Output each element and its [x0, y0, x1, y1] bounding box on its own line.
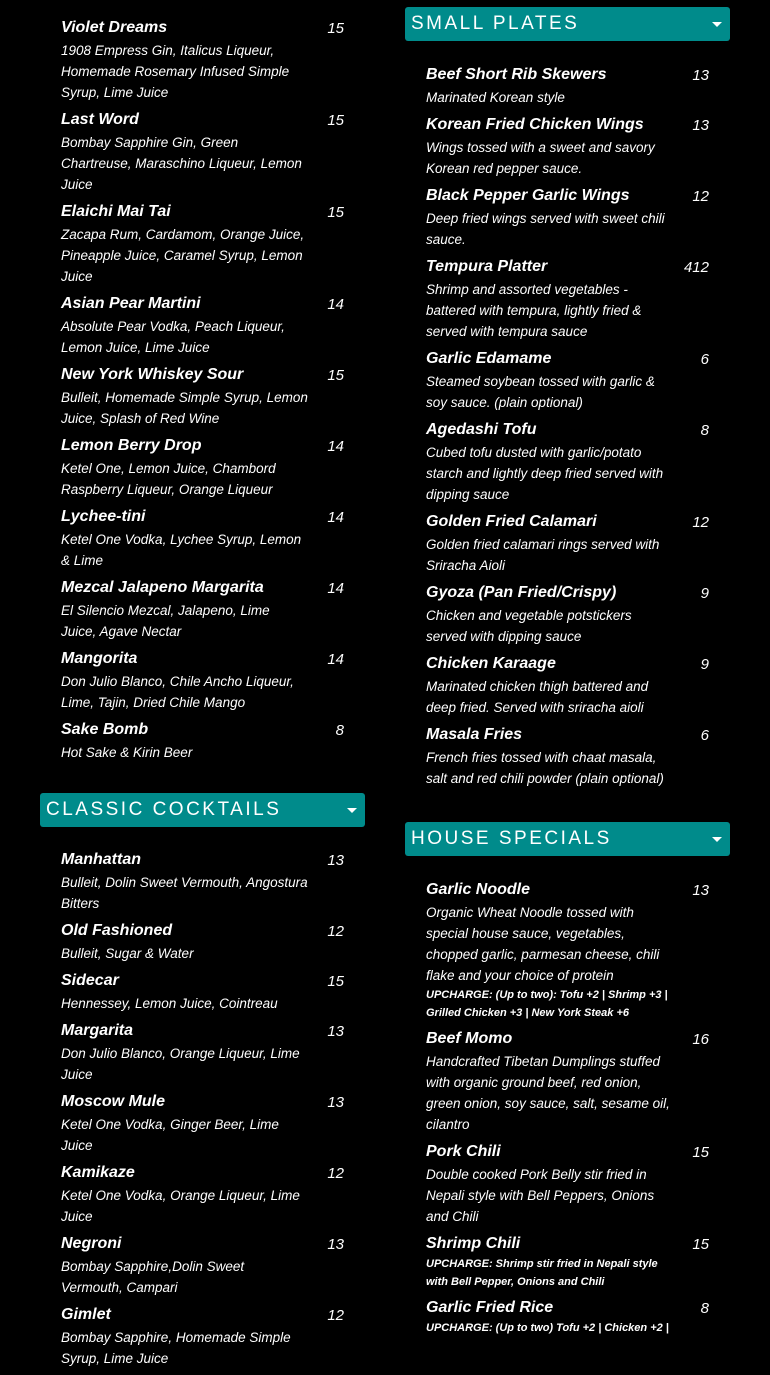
menu-item-price: 14: [327, 438, 344, 455]
menu-item-description: Double cooked Pork Belly stir fried in Nepali style with Bell Peppers, Onions and Chili: [426, 1167, 655, 1224]
menu-item-price: 15: [692, 1144, 709, 1161]
house-specials-list: [405, 856, 730, 1337]
menu-item-price: 13: [692, 117, 709, 134]
menu-item-name: Masala Fries: [426, 726, 523, 743]
menu-item-description: Organic Wheat Noodle tossed with special house sauce, vegetables, chopped garlic, parmesan cheese, chili flake and your choice of protein: [426, 905, 660, 983]
menu-item-price: 14: [327, 509, 344, 526]
menu-item-description: Bombay Sapphire Gin, Green Chartreuse, Maraschino Liqueur, Lemon Juice: [61, 135, 302, 192]
menu-item-upcharge: UPCHARGE: Shrimp stir fried in Nepali style with Bell Pepper, Onions and Chili: [426, 1258, 658, 1288]
menu-item-price: 14: [327, 651, 344, 668]
menu-item: [61, 109, 344, 195]
menu-item-price: 12: [327, 1307, 344, 1324]
menu-item: [61, 293, 344, 358]
menu-item-description: Ketel One Vodka, Lychee Syrup, Lemon & Lime: [61, 532, 302, 568]
small-plates-list: [405, 41, 730, 789]
menu-item-description: Wings tossed with a sweet and savory Korean red pepper sauce.: [426, 140, 655, 176]
menu-item-price: 13: [692, 67, 709, 84]
menu-item-name: New York Whiskey Sour: [61, 366, 244, 383]
menu-item: [61, 920, 344, 964]
menu-item-name: Garlic Fried Rice: [426, 1299, 554, 1316]
menu-item-price: 15: [327, 973, 344, 990]
menu-item-description: 1908 Empress Gin, Italicus Liqueur, Homemade Rosemary Infused Simple Syrup, Lime Juice: [61, 43, 290, 100]
menu-item-name: Beef Short Rib Skewers: [426, 66, 607, 83]
caret-down-icon[interactable]: [712, 837, 722, 842]
menu-item-name: Shrimp Chili: [426, 1235, 521, 1252]
menu-item: [426, 511, 709, 576]
menu-item: [61, 1233, 344, 1298]
menu-item-description: Bulleit, Dolin Sweet Vermouth, Angostura Bitters: [61, 875, 308, 911]
menu-item-upcharge: UPCHARGE: (Up to two): Tofu +2 | Shrimp +3 | Grilled Chicken +3 | New York Steak +6: [426, 989, 668, 1019]
menu-item-price: 412: [683, 259, 709, 276]
menu-item: [61, 970, 344, 1014]
menu-item-description: Bombay Sapphire,Dolin Sweet Vermouth, Campari: [61, 1259, 245, 1295]
house-specials-header[interactable]: [405, 822, 730, 856]
menu-item: [61, 201, 344, 287]
caret-down-icon[interactable]: [347, 808, 357, 813]
menu-item: [426, 1141, 709, 1227]
menu-item-name: Mangorita: [61, 650, 138, 667]
menu-item-name: Lychee-tini: [61, 508, 146, 525]
menu-item: [61, 719, 344, 763]
menu-item-price: 12: [692, 514, 709, 531]
menu-item-description: Hot Sake & Kirin Beer: [61, 745, 193, 760]
menu-item-name: Beef Momo: [426, 1030, 513, 1047]
signature-cocktails-list: [40, 0, 365, 763]
menu-item-description: French fries tossed with chaat masala, salt and red chili powder (plain optional): [426, 750, 664, 786]
menu-item-price: 13: [327, 1236, 344, 1253]
menu-item-name: Manhattan: [61, 851, 141, 868]
classic-cocktails-list: [40, 827, 365, 1369]
menu-item-name: Elaichi Mai Tai: [61, 203, 171, 220]
menu-item-price: 15: [327, 367, 344, 384]
menu-item: [426, 114, 709, 179]
menu-item-name: Kamikaze: [61, 1164, 135, 1181]
menu-item-price: 6: [700, 727, 709, 744]
menu-item-name: Golden Fried Calamari: [426, 513, 597, 530]
menu-item-description: Hennessey, Lemon Juice, Cointreau: [61, 996, 278, 1011]
menu-item-name: Moscow Mule: [61, 1093, 166, 1110]
menu-item-price: 9: [700, 656, 709, 673]
menu-item: [61, 17, 344, 103]
menu-item-description: Chicken and vegetable potstickers served with dipping sauce: [426, 608, 632, 644]
menu-item-name: Mezcal Jalapeno Margarita: [61, 579, 264, 596]
menu-item-price: 8: [700, 1300, 709, 1317]
menu-item-description: Golden fried calamari rings served with Sriracha Aioli: [426, 537, 660, 573]
menu-item-description: Bulleit, Sugar & Water: [61, 946, 194, 961]
menu-item-description: Ketel One Vodka, Orange Liqueur, Lime Juice: [61, 1188, 300, 1224]
menu-item-price: 12: [692, 188, 709, 205]
menu-item: [61, 364, 344, 429]
menu-item-description: Ketel One Vodka, Ginger Beer, Lime Juice: [61, 1117, 279, 1153]
section-title: CLASSIC COCKTAILS: [46, 799, 282, 820]
menu-item: [426, 724, 709, 789]
menu-item-price: 9: [700, 585, 709, 602]
menu-item-description: Steamed soybean tossed with garlic & soy sauce. (plain optional): [426, 374, 655, 410]
menu-item-upcharge: UPCHARGE: (Up to two) Tofu +2 | Chicken +2 |: [426, 1322, 669, 1334]
section-title: HOUSE SPECIALS: [411, 828, 612, 849]
menu-item-name: Garlic Noodle: [426, 881, 531, 898]
menu-item-price: 12: [327, 1165, 344, 1182]
menu-item-name: Gyoza (Pan Fried/Crispy): [426, 584, 617, 601]
menu-item-description: Deep fried wings served with sweet chili sauce.: [426, 211, 665, 247]
menu-item-name: Tempura Platter: [426, 258, 548, 275]
menu-item-price: 13: [327, 1023, 344, 1040]
menu-item-price: 8: [700, 422, 709, 439]
menu-item-name: Asian Pear Martini: [61, 295, 201, 312]
menu-item-price: 13: [327, 1094, 344, 1111]
menu-item: [61, 577, 344, 642]
menu-item: [61, 506, 344, 571]
classic-cocktails-header[interactable]: [40, 793, 365, 827]
menu-item-name: Margarita: [61, 1022, 134, 1039]
menu-item-price: 13: [692, 882, 709, 899]
menu-item-name: Violet Dreams: [61, 19, 168, 36]
menu-item: [61, 1304, 344, 1369]
menu-item-name: Last Word: [61, 111, 139, 128]
menu-item: [426, 348, 709, 413]
menu-item-description: Handcrafted Tibetan Dumplings stuffed with organic ground beef, red onion, green onion, soy sauce, salt, sesame oil, cilantro: [426, 1054, 670, 1132]
section-title: SMALL PLATES: [411, 13, 580, 34]
left-column: [40, 0, 365, 1375]
menu-item-name: Negroni: [61, 1235, 122, 1252]
menu-item-description: Zacapa Rum, Cardamom, Orange Juice, Pineapple Juice, Caramel Syrup, Lemon Juice: [61, 227, 305, 284]
menu-item: [426, 1233, 709, 1291]
menu-item: [61, 1162, 344, 1227]
menu-item: [61, 1020, 344, 1085]
menu-item-price: 15: [692, 1236, 709, 1253]
menu-item-price: 8: [335, 722, 344, 739]
menu-item: [61, 435, 344, 500]
menu-item-price: 14: [327, 580, 344, 597]
menu-item-name: Garlic Edamame: [426, 350, 552, 367]
menu-item: [61, 1091, 344, 1156]
menu-item-price: 15: [327, 112, 344, 129]
caret-down-icon[interactable]: [712, 22, 722, 27]
menu-item-description: Absolute Pear Vodka, Peach Liqueur, Lemon Juice, Lime Juice: [61, 319, 285, 355]
menu-item: [61, 648, 344, 713]
menu-item: [61, 849, 344, 914]
menu-item-name: Lemon Berry Drop: [61, 437, 202, 454]
right-column: [405, 7, 730, 1343]
menu-item: [426, 256, 709, 342]
menu-item-name: Korean Fried Chicken Wings: [426, 116, 644, 133]
menu-item: [426, 1028, 709, 1135]
menu-item-description: Marinated Korean style: [426, 90, 565, 105]
menu-item-description: El Silencio Mezcal, Jalapeno, Lime Juice, Agave Nectar: [61, 603, 270, 639]
menu-item-description: Don Julio Blanco, Chile Ancho Liqueur, Lime, Tajin, Dried Chile Mango: [61, 674, 294, 710]
menu-item: [426, 185, 709, 250]
menu-item-name: Sake Bomb: [61, 721, 149, 738]
menu-item-price: 6: [700, 351, 709, 368]
menu-item: [426, 582, 709, 647]
menu-item-name: Old Fashioned: [61, 922, 173, 939]
menu-item-name: Gimlet: [61, 1306, 111, 1323]
menu-item-name: Agedashi Tofu: [426, 421, 537, 438]
menu-item: [426, 64, 709, 108]
menu-item-price: 15: [327, 20, 344, 37]
menu-item-description: Ketel One, Lemon Juice, Chambord Raspberry Liqueur, Orange Liqueur: [61, 461, 276, 497]
menu-item-name: Black Pepper Garlic Wings: [426, 187, 630, 204]
menu-item-price: 16: [692, 1031, 709, 1048]
menu-item-name: Chicken Karaage: [426, 655, 556, 672]
menu-item-name: Sidecar: [61, 972, 119, 989]
menu-item-description: Shrimp and assorted vegetables - battered with tempura, lightly fried & served with tempura sauce: [426, 282, 642, 339]
menu-item-description: Don Julio Blanco, Orange Liqueur, Lime Juice: [61, 1046, 300, 1082]
menu-item: [426, 1297, 709, 1337]
menu-item: [426, 879, 709, 1022]
menu-item-description: Bulleit, Homemade Simple Syrup, Lemon Juice, Splash of Red Wine: [61, 390, 308, 426]
menu-item-price: 13: [327, 852, 344, 869]
menu-item: [426, 419, 709, 505]
menu-item-description: Cubed tofu dusted with garlic/potato starch and lightly deep fried served with dipping sauce: [426, 445, 664, 502]
menu-item-name: Pork Chili: [426, 1143, 501, 1160]
menu-item: [426, 653, 709, 718]
menu-item-price: 14: [327, 296, 344, 313]
small-plates-header[interactable]: [405, 7, 730, 41]
menu-item-description: Bombay Sapphire, Homemade Simple Syrup, Lime Juice: [61, 1330, 291, 1366]
menu-item-price: 15: [327, 204, 344, 221]
menu-item-price: 12: [327, 923, 344, 940]
menu-item-description: Marinated chicken thigh battered and deep fried. Served with sriracha aioli: [426, 679, 649, 715]
